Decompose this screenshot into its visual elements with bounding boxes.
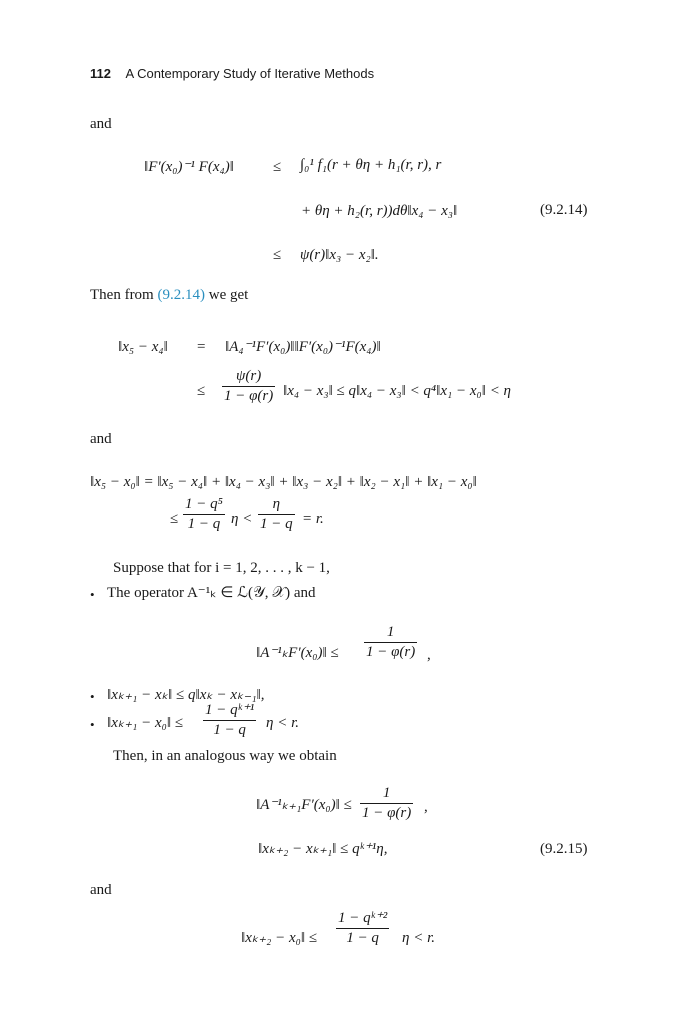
eq2-fraction-numerator: ψ(r) xyxy=(236,368,262,384)
eq6-lhs: ‖xₖ₊₂ − x₀‖ ≤ xyxy=(241,930,318,946)
bullet-operator-text: The operator A⁻¹ₖ ∈ ℒ(𝒴, 𝒳) and xyxy=(107,585,316,601)
equation-link-9-2-14[interactable]: (9.2.14) xyxy=(157,287,205,303)
running-title: A Contemporary Study of Iterative Methods xyxy=(125,66,375,81)
eq1-relation-3: ≤ xyxy=(273,247,282,263)
running-header xyxy=(90,67,374,80)
eq1-line3: ψ(r)‖x₃ − x₂‖. xyxy=(300,247,379,263)
page-number: 112 xyxy=(90,66,111,81)
eq1-relation: ≤ xyxy=(273,159,282,175)
bullet-marker: • xyxy=(90,717,95,732)
bullet-3-fraction xyxy=(203,703,256,738)
eq3-fraction-2-denominator: 1 − q xyxy=(260,516,293,532)
then-from-text: Then from xyxy=(90,287,154,303)
bullet-3-end: η < r. xyxy=(266,715,299,731)
eq5-fraction xyxy=(360,786,413,821)
bullet-marker: • xyxy=(90,689,95,704)
eq3-fraction-2 xyxy=(258,497,295,532)
eq4-fraction xyxy=(364,625,417,660)
eq4-end: , xyxy=(427,647,431,663)
eq6-end: η < r. xyxy=(402,930,435,946)
equation-number-9-2-15: (9.2.15) xyxy=(540,841,588,857)
eq4-fraction-numerator: 1 xyxy=(386,624,395,640)
we-get-text: we get xyxy=(208,287,249,303)
eq2-relation: = xyxy=(197,339,206,355)
eq5-line2: ‖xₖ₊₂ − xₖ₊₁‖ ≤ qᵏ⁺¹η, xyxy=(258,841,388,857)
paragraph-suppose: Suppose that for i = 1, 2, . . . , k − 1, xyxy=(113,560,330,576)
paragraph-then-analogous: Then, in an analogous way we obtain xyxy=(113,748,337,764)
eq1-lhs: ‖F′(x₀)⁻¹ F(x₄)‖ xyxy=(144,159,234,175)
eq4-fraction-denominator: 1 − φ(r) xyxy=(366,644,416,660)
eq3-fraction-1-numerator: 1 − q⁵ xyxy=(185,496,223,512)
eq3-line1: ‖x₅ − x₀‖ = ‖x₅ − x₄‖ + ‖x₄ − x₃‖ + ‖x₃ − x₂‖ + ‖x₂ − x₁‖ + ‖x₁ − x₀‖ xyxy=(90,474,477,490)
paragraph-and-1: and xyxy=(90,116,112,132)
eq1-line2: + θη + h₂(r, r))dθ‖x₄ − x₃‖ xyxy=(301,203,458,219)
eq6-fraction xyxy=(336,911,389,946)
paragraph-then-from xyxy=(90,288,248,303)
eq3-fraction-2-numerator: η xyxy=(272,496,281,512)
eq2-lhs: ‖x₅ − x₄‖ xyxy=(118,339,168,355)
eq3-le: ≤ xyxy=(170,511,179,527)
eq6-fraction-numerator: 1 − qᵏ⁺² xyxy=(338,910,388,926)
eq2-rest: ‖x₄ − x₃‖ ≤ q‖x₄ − x₃‖ < q⁴‖x₁ − x₀‖ < η xyxy=(283,383,512,399)
eq5-lhs: ‖A⁻¹ₖ₊₁F′(x₀)‖ ≤ xyxy=(256,797,352,813)
eq3-fraction-1-denominator: 1 − q xyxy=(187,516,221,532)
eq2-relation-2: ≤ xyxy=(197,383,206,399)
equation-number-9-2-14: (9.2.14) xyxy=(540,202,588,218)
bullet-marker: • xyxy=(90,587,95,602)
eq5-fraction-denominator: 1 − φ(r) xyxy=(362,805,412,821)
eq1-rhs: ∫₀¹ f₁(r + θη + h₁(r, r), r xyxy=(300,157,442,173)
eq6-fraction-denominator: 1 − q xyxy=(346,930,379,946)
paragraph-and-3: and xyxy=(90,882,112,898)
bullet-contraction: ‖xₖ₊₁ − xₖ‖ ≤ q‖xₖ − xₖ₋₁‖, xyxy=(107,687,265,703)
eq2-fraction xyxy=(222,369,275,404)
paragraph-and-2: and xyxy=(90,431,112,447)
eq3-mid: η < xyxy=(231,511,253,527)
bullet-3-lhs: ‖xₖ₊₁ − x₀‖ ≤ xyxy=(107,715,184,731)
bullet-3-fraction-denominator: 1 − q xyxy=(213,722,246,738)
eq2-rhs: ‖A₄⁻¹F′(x₀)‖‖F′(x₀)⁻¹F(x₄)‖ xyxy=(225,339,381,355)
eq5-fraction-numerator: 1 xyxy=(382,785,391,801)
eq3-fraction-1 xyxy=(183,497,225,532)
eq4-lhs: ‖A⁻¹ₖF′(x₀)‖ ≤ xyxy=(256,645,339,661)
eq3-end: = r. xyxy=(302,511,324,527)
bullet-3-fraction-numerator: 1 − qᵏ⁺¹ xyxy=(205,702,255,718)
eq2-fraction-denominator: 1 − φ(r) xyxy=(224,388,274,404)
eq5-end: , xyxy=(424,799,428,815)
